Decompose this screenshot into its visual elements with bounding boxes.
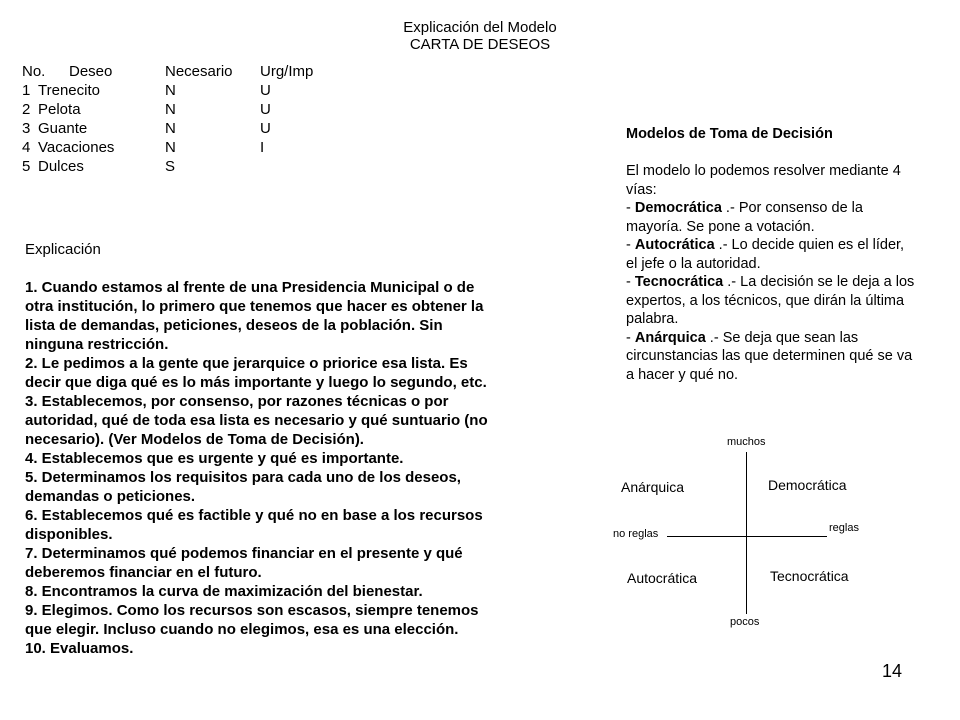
- cell-necesario: N: [165, 139, 176, 156]
- cell-necesario: N: [165, 82, 176, 99]
- model-prefix: -: [626, 329, 635, 346]
- explanation-item: 10. Evaluamos.: [25, 640, 134, 657]
- header-necesario: Necesario: [165, 63, 233, 80]
- explanation-item: 5. Determinamos los requisitos para cada uno de los deseos, demandas o peticiones.: [25, 469, 461, 505]
- header-no: No.: [22, 63, 46, 80]
- axis-label-top: muchos: [727, 436, 766, 448]
- explanation-item: 9. Elegimos. Como los recursos son escasos, siempre tenemos que elegir. Incluso cuando no elegimos, esa es una elección.: [25, 602, 479, 638]
- horizontal-axis: [667, 536, 827, 537]
- model-prefix: -: [626, 237, 635, 253]
- explanation-item: 8. Encontramos la curva de maximización del bienestar.: [25, 583, 423, 600]
- axis-label-right: reglas: [829, 522, 859, 534]
- model-text: .- La decisión se le deja a los expertos, a los técnicos, que dirán la última palabra.: [626, 274, 915, 327]
- model-prefix: -: [626, 200, 635, 216]
- header-urgimp: Urg/Imp: [260, 63, 314, 80]
- cell-urgimp: U: [260, 101, 271, 118]
- header-deseo: Deseo: [69, 63, 113, 80]
- cell-deseo: Pelota: [38, 101, 81, 118]
- model-prefix: -: [626, 274, 635, 290]
- explanation-heading: Explicación: [25, 241, 101, 258]
- models-intro: El modelo lo podemos resolver mediante 4 vías:: [626, 163, 901, 198]
- cell-necesario: N: [165, 101, 176, 118]
- cell-deseo: Vacaciones: [38, 139, 115, 156]
- document-title: Explicación del Modelo: [403, 19, 557, 36]
- model-text: .- Lo decide quien es el líder, el jefe o la autoridad.: [626, 237, 905, 272]
- model-text: .- Por consenso de la mayoría. Se pone a votación.: [626, 200, 863, 235]
- page-number: 14: [882, 661, 903, 681]
- explanation-item: 2. Le pedimos a la gente que jerarquice o priorice esa lista. Es decir que diga qué es lo más importante y luego lo segundo, etc.: [25, 355, 487, 391]
- decision-models-section: [626, 125, 916, 384]
- cell-deseo: Dulces: [38, 158, 84, 175]
- axis-label-bottom: pocos: [730, 616, 760, 628]
- cell-deseo: Guante: [38, 120, 88, 137]
- cell-no: 5: [22, 158, 31, 175]
- cell-no: 1: [22, 82, 31, 99]
- model-name: Anárquica: [634, 329, 706, 346]
- axis-label-left: no reglas: [613, 528, 659, 540]
- quadrant-top-right: Democrática: [768, 477, 847, 493]
- cell-no: 4: [22, 139, 31, 156]
- quadrant-bottom-right: Tecnocrática: [770, 568, 849, 584]
- document-subtitle: CARTA DE DESEOS: [409, 36, 551, 53]
- explanation-item: 6. Establecemos qué es factible y qué no en base a los recursos disponibles.: [25, 507, 483, 543]
- model-name: Democrática: [634, 200, 722, 216]
- model-item-tecnocratica: [626, 273, 916, 329]
- explanation-item: 1. Cuando estamos al frente de una Presidencia Municipal o de otra institución, lo primero que tenemos que hacer es obtener la lista de demandas, peticiones, deseos de la población. Sin ninguna restricción.: [25, 279, 484, 353]
- vertical-axis: [746, 452, 747, 614]
- model-text: .- Se deja que sean las circunstancias las que determinen qué se va a hacer y qué no.: [626, 329, 913, 383]
- models-heading: Modelos de Toma de Decisión: [626, 126, 833, 142]
- model-item-democratica: [626, 199, 916, 236]
- cell-urgimp: U: [260, 82, 271, 99]
- model-name: Tecnocrática: [634, 274, 724, 290]
- model-name: Autocrática: [634, 237, 715, 253]
- quadrant-bottom-left: Autocrática: [627, 570, 698, 586]
- cell-deseo: Trenecito: [38, 82, 100, 99]
- cell-no: 3: [22, 120, 31, 137]
- cell-no: 2: [22, 101, 31, 118]
- cell-necesario: S: [165, 158, 176, 175]
- cell-urgimp: I: [260, 139, 265, 156]
- explanation-item: 4. Establecemos que es urgente y qué es importante.: [25, 450, 404, 467]
- model-item-anarquica: [626, 329, 916, 385]
- explanation-item: 3. Establecemos, por consenso, por razones técnicas o por autoridad, qué de toda esa lista es necesario y qué suntuario (no necesario). (Ver Modelos de Toma de Decisión).: [25, 393, 488, 448]
- explanation-section: [25, 240, 505, 658]
- explanation-item: 7. Determinamos qué podemos financiar en el presente y qué deberemos financiar en el futuro.: [25, 545, 463, 581]
- decision-quadrant-diagram: [600, 430, 900, 630]
- cell-urgimp: U: [260, 120, 271, 137]
- model-item-autocratica: [626, 236, 916, 273]
- cell-necesario: N: [165, 120, 176, 137]
- quadrant-top-left: Anárquica: [621, 479, 685, 495]
